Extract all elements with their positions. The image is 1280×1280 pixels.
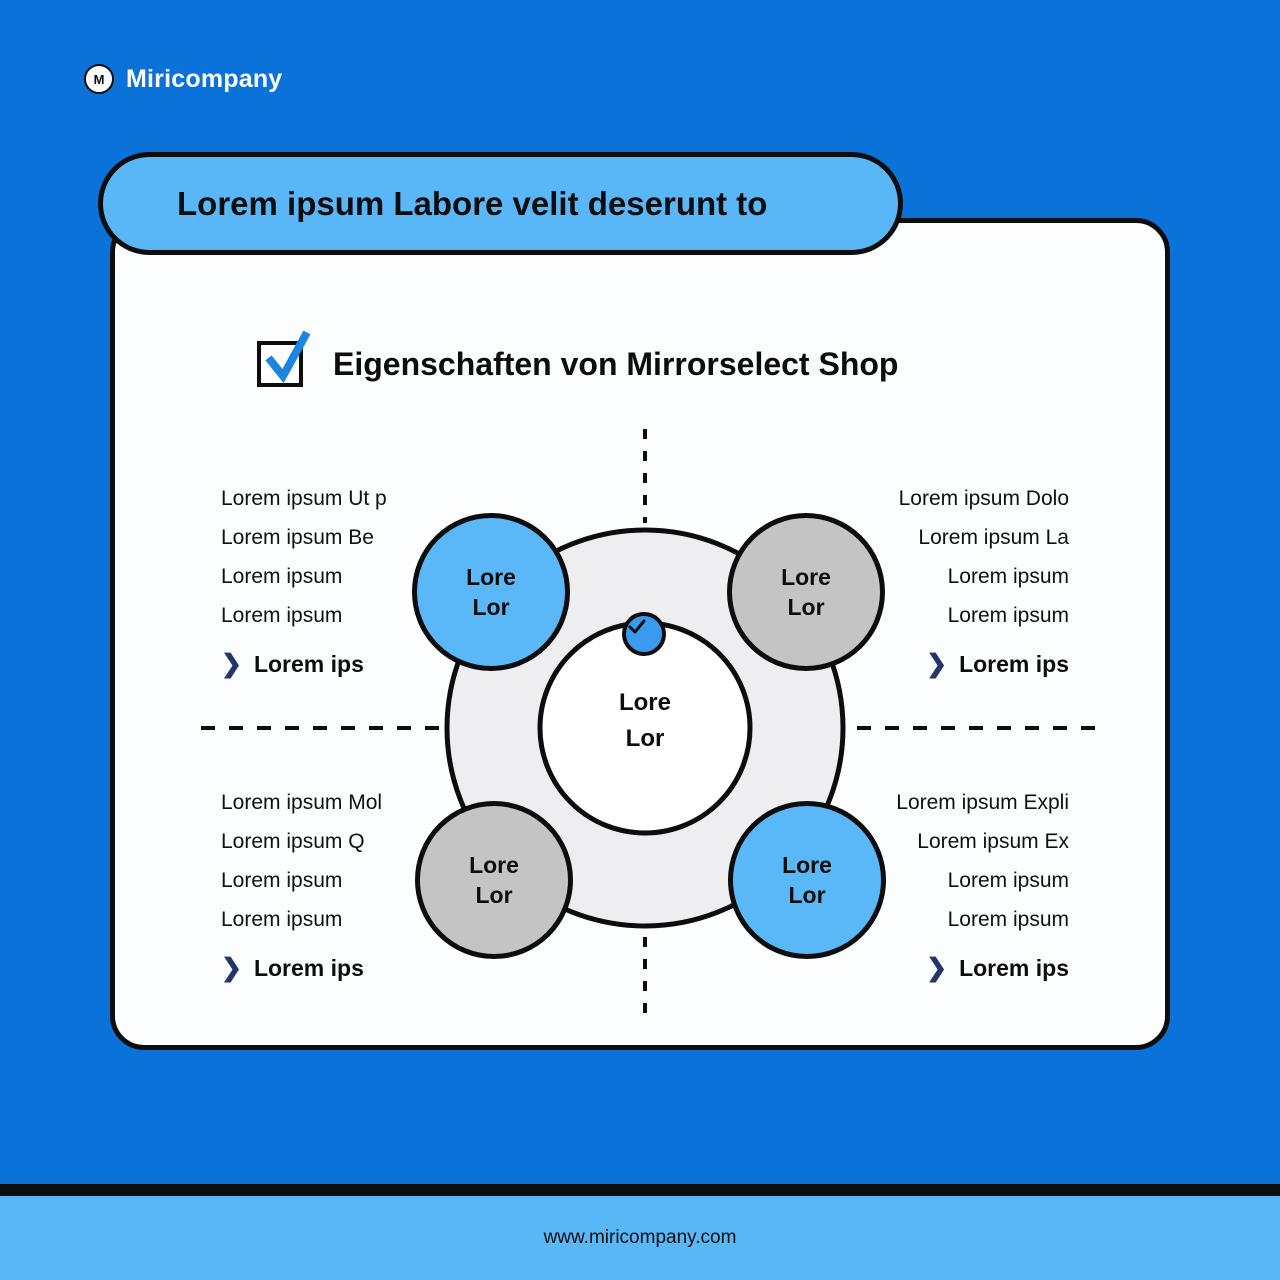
chevron-right-icon: ❯ [221, 650, 242, 678]
text-line: Lorem ipsum [221, 908, 343, 931]
cta-bottom-right[interactable] [769, 955, 1069, 982]
cta-label: Lorem ips [959, 955, 1069, 981]
chevron-right-icon: ❯ [221, 954, 242, 982]
cta-top-right[interactable] [769, 651, 1069, 678]
diagram-center-label [535, 685, 755, 757]
cta-label: Lorem ips [253, 651, 364, 677]
cycle-diagram [115, 223, 1175, 1055]
brand-name: Miricompany [126, 64, 283, 93]
text-line: Lorem ipsum [221, 869, 343, 892]
text-block-top-left [221, 479, 521, 678]
cta-label: Lorem ips [959, 651, 1069, 677]
text-line: Lorem ipsum [947, 604, 1069, 627]
text-line: Lorem ipsum [221, 565, 343, 588]
center-line-1: Lore [618, 689, 671, 716]
text-line: Lorem ipsum Dolo [898, 487, 1069, 510]
node-line-2: Lor [472, 594, 510, 620]
footer-divider [0, 1184, 1280, 1196]
text-block-bottom-right [769, 783, 1069, 982]
node-line-2: Lor [787, 594, 825, 620]
page-title [98, 152, 903, 255]
cta-label: Lorem ips [253, 955, 364, 981]
logo-mark-icon [84, 64, 114, 94]
brand-logo [84, 64, 282, 94]
node-line-1: Lore [781, 564, 831, 590]
node-line-1: Lore [469, 852, 519, 878]
text-block-bottom-left [221, 783, 521, 982]
cta-top-left[interactable] [221, 651, 521, 678]
footer-bar [0, 1196, 1280, 1280]
node-line-2: Lor [788, 882, 826, 908]
page-title-text: Lorem ipsum Labore velit deserunt to [177, 184, 768, 222]
check-circle-icon [622, 612, 666, 656]
text-line: Lorem ipsum Mol [221, 791, 383, 814]
node-line-2: Lor [475, 882, 513, 908]
center-line-2: Lor [625, 725, 665, 752]
text-line: Lorem ipsum Ex [917, 830, 1069, 853]
text-line: Lorem ipsum La [918, 526, 1069, 549]
text-line: Lorem ipsum Be [221, 526, 374, 549]
text-line: Lorem ipsum Expli [896, 791, 1069, 814]
node-line-1: Lore [782, 852, 832, 878]
text-line: Lorem ipsum Ut p [221, 487, 387, 510]
cta-bottom-left[interactable] [221, 955, 521, 982]
content-card [110, 218, 1170, 1050]
text-line: Lorem ipsum [221, 604, 343, 627]
check-glyph-icon [626, 616, 648, 638]
text-line: Lorem ipsum Q [221, 830, 365, 853]
logo-letter: M [93, 71, 105, 87]
text-line: Lorem ipsum [947, 908, 1069, 931]
node-line-1: Lore [466, 564, 516, 590]
text-line: Lorem ipsum [947, 565, 1069, 588]
chevron-right-icon: ❯ [926, 650, 948, 678]
section-title: Eigenschaften von Mirrorselect Shop [333, 345, 899, 382]
footer-url[interactable]: www.miricompany.com [543, 1227, 737, 1248]
text-block-top-right [769, 479, 1069, 678]
chevron-right-icon: ❯ [926, 954, 948, 982]
text-line: Lorem ipsum [947, 869, 1069, 892]
